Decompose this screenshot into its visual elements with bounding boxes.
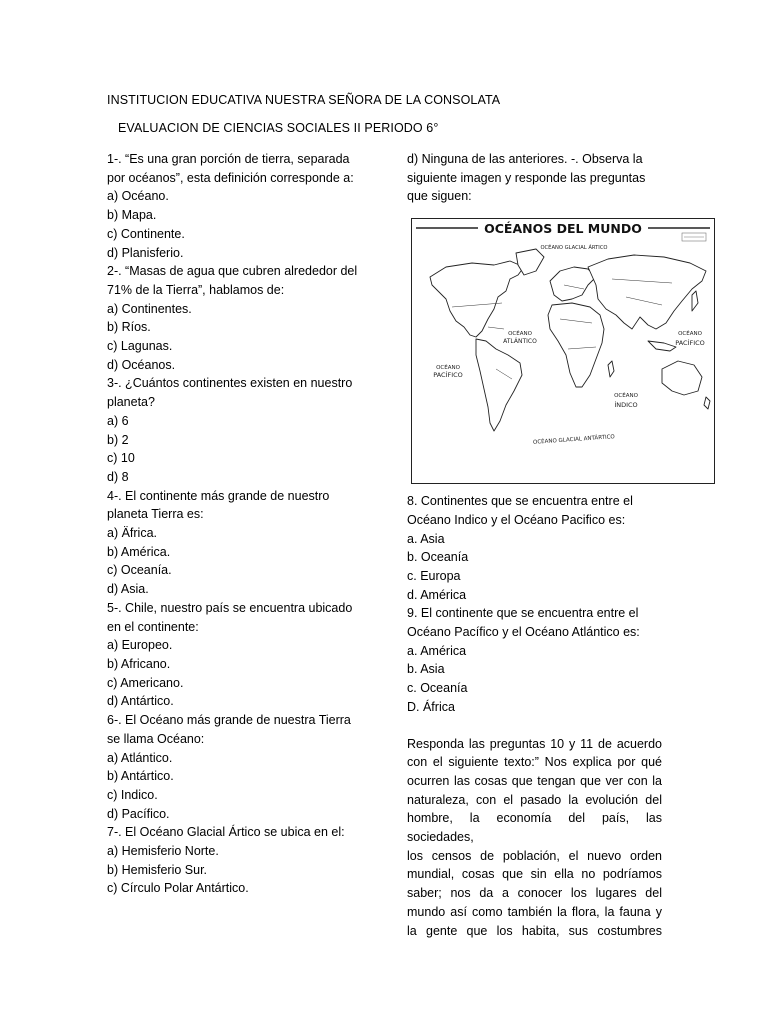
question-line: a) Hemisferio Norte. xyxy=(107,844,219,859)
question-line: d) Pacífico. xyxy=(107,806,170,821)
question-line: a) Atlántico. xyxy=(107,750,173,765)
question-line: planeta Tierra es: xyxy=(107,507,204,522)
reading-line: mundial, cosas que sin ella no podríamos xyxy=(407,867,662,882)
question-line: Océano Indico y el Océano Pacifico es: xyxy=(407,512,626,527)
question-line: 8. Continentes que se encuentra entre el xyxy=(407,494,633,509)
question-line: d) Asia. xyxy=(107,582,149,597)
question-line: b) 2 xyxy=(107,432,129,447)
question-line: 9. El continente que se encuentra entre el xyxy=(407,606,639,621)
reading-line: los censos de población, el nuevo orden xyxy=(407,848,662,863)
left-column xyxy=(107,150,372,898)
question-line: b) Africano. xyxy=(107,656,171,671)
question-line: d) 8 xyxy=(107,469,129,484)
antarctic-label: OCÉANO GLACIAL ANTÁRTICO xyxy=(532,434,615,446)
question-line: 1-. “Es una gran porción de tierra, separada xyxy=(107,152,350,166)
world-oceans-map xyxy=(411,218,715,484)
question-line: b) América. xyxy=(107,544,171,559)
question-line: a) Océano. xyxy=(107,189,169,204)
question-line: c. Europa xyxy=(407,568,461,583)
map-title: OCÉANOS DEL MUNDO xyxy=(484,221,642,237)
reading-line: ocurren las cosas que tengan que ver con la xyxy=(407,773,662,788)
arctic-label: OCÉANO GLACIAL ÁRTICO xyxy=(540,245,608,252)
school-name: INSTITUCION EDUCATIVA NUESTRA SEÑORA DE LA CONSOLATA xyxy=(107,93,501,107)
question-line: 5-. Chile, nuestro país se encuentra ubicado xyxy=(107,600,353,615)
reading-line: naturaleza, con el pasado la evolución del xyxy=(407,792,662,807)
question-line: b) Ríos. xyxy=(107,320,151,335)
pacific-west-label-1: OCÉANO xyxy=(436,365,460,372)
reading-line: hombre, la economía del país, las sociedades, xyxy=(407,811,662,845)
question-line: en el continente: xyxy=(107,619,199,634)
question-line: d) Planisferio. xyxy=(107,245,184,260)
reading-line: con el siguiente texto:” Nos explica por qué xyxy=(407,755,662,770)
question-line: 71% de la Tierra”, hablamos de: xyxy=(107,282,285,297)
question-line: c) Círculo Polar Antártico. xyxy=(107,881,249,896)
question-line: D. África xyxy=(407,699,455,714)
question-line: c) Oceanía. xyxy=(107,563,172,578)
question-line: d) Antártico. xyxy=(107,694,174,709)
question-line: Océano Pacífico y el Océano Atlántico es: xyxy=(407,625,640,640)
continent-outlines xyxy=(430,249,710,431)
atlantic-label-2: ATLÁNTICO xyxy=(503,338,537,346)
reading-line: mundo así como también la flora, la fauna y xyxy=(407,904,662,919)
question-line: 6-. El Océano más grande de nuestra Tierra xyxy=(107,713,351,728)
question-line: c. Oceanía xyxy=(407,681,468,696)
question-line: c) Continente. xyxy=(107,226,185,241)
pacific-east-label-1: OCÉANO xyxy=(678,331,702,338)
indian-label-2: ÍNDICO xyxy=(614,401,638,410)
atlantic-label-1: OCÉANO xyxy=(508,331,532,338)
indian-label-1: OCÉANO xyxy=(614,393,638,400)
question-line: a) Äfrica. xyxy=(107,526,158,541)
pacific-east-label-2: PACÍFICO xyxy=(675,339,705,348)
question-line: b) Hemisferio Sur. xyxy=(107,862,208,877)
right-intro xyxy=(407,150,662,206)
question-line: que siguen: xyxy=(407,189,472,204)
question-line: a) 6 xyxy=(107,413,129,428)
question-line: 4-. El continente más grande de nuestro xyxy=(107,488,330,503)
question-line: b) Antártico. xyxy=(107,769,174,784)
question-line: a. Asia xyxy=(407,531,445,546)
question-line: 7-. El Océano Glacial Ártico se ubica en el: xyxy=(107,825,345,840)
question-line: b. Oceanía xyxy=(407,550,469,565)
question-line: c) Lagunas. xyxy=(107,339,173,354)
question-line: b. Asia xyxy=(407,662,445,677)
right-questions xyxy=(407,492,662,716)
question-line: planeta? xyxy=(107,395,155,410)
question-line: b) Mapa. xyxy=(107,208,157,223)
question-line: se llama Océano: xyxy=(107,731,205,746)
question-line: d) Océanos. xyxy=(107,357,176,372)
question-line: 2-. “Masas de agua que cubren alrededor del xyxy=(107,264,358,279)
right-column xyxy=(407,150,705,940)
reading-passage xyxy=(407,735,662,941)
question-line: siguiente imagen y responde las preguntas xyxy=(407,170,646,185)
world-map-graphic xyxy=(412,219,714,483)
question-line: por océanos”, esta definición corresponde a: xyxy=(107,170,354,185)
question-line: c) Indico. xyxy=(107,787,158,802)
question-line: c) Americano. xyxy=(107,675,184,690)
pacific-west-label-2: PACÍFICO xyxy=(433,371,463,380)
question-line: a) Continentes. xyxy=(107,301,192,316)
question-line: c) 10 xyxy=(107,451,135,466)
question-line: a. América xyxy=(407,643,467,658)
reading-line: Responda las preguntas 10 y 11 de acuerdo xyxy=(407,736,662,751)
exam-title: EVALUACION DE CIENCIAS SOCIALES II PERIODO 6° xyxy=(118,121,439,135)
question-line: a) Europeo. xyxy=(107,638,173,653)
question-line: d. América xyxy=(407,587,467,602)
reading-line: la gente que los habita, sus costumbres xyxy=(407,923,662,938)
reading-line: saber; nos da a conocer los lugares del xyxy=(407,886,662,901)
question-line: d) Ninguna de las anteriores. -. Observa la xyxy=(407,152,643,166)
question-line: 3-. ¿Cuántos continentes existen en nuestro xyxy=(107,376,353,391)
